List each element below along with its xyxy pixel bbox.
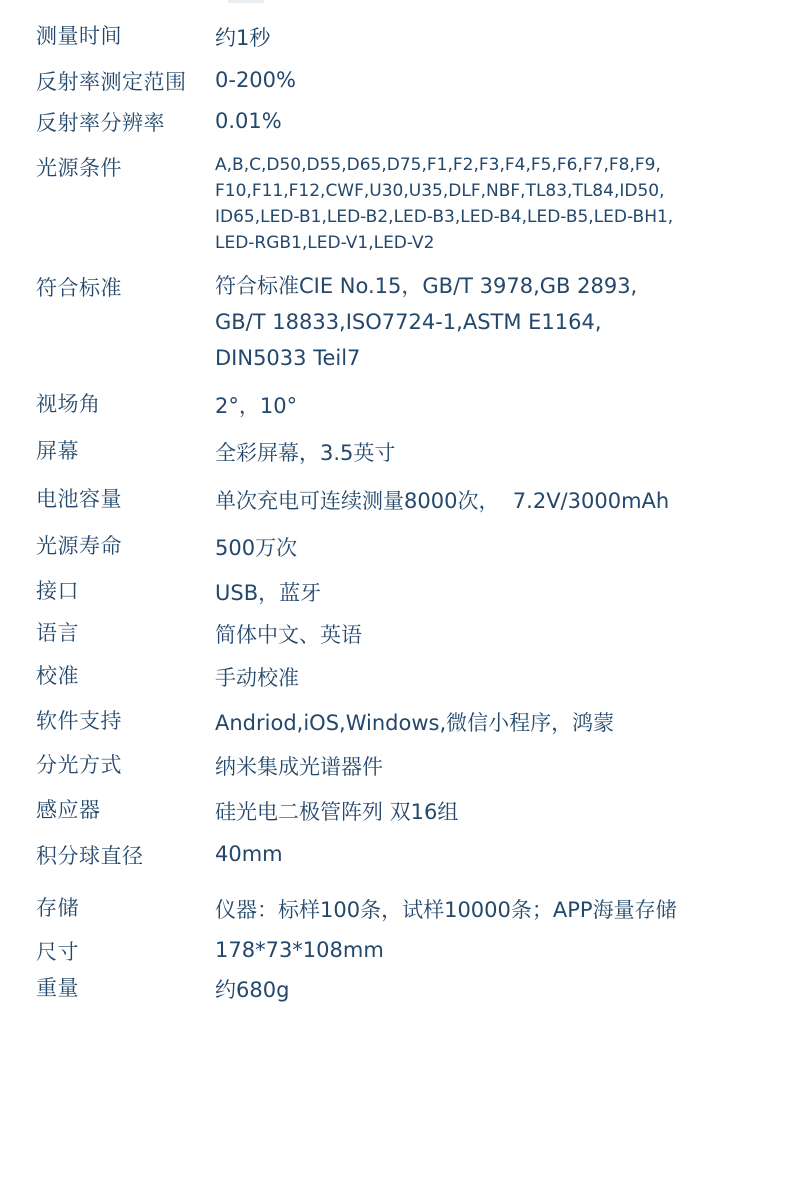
- spec-value: 全彩屏幕，3.5英寸: [215, 441, 396, 465]
- spec-value-line: ID65,LED-B1,LED-B2,LED-B3,LED-B4,LED-B5,LED-BH1,: [215, 207, 674, 227]
- spec-value: USB，蓝牙: [215, 581, 322, 605]
- spec-value-line: F10,F11,F12,CWF,U30,U35,DLF,NBF,TL83,TL84,ID50,: [215, 181, 665, 201]
- spec-label: 视场角: [36, 392, 101, 416]
- spec-value: 仪器：标样100条，试样10000条；APP海量存储: [215, 898, 677, 922]
- spec-label: 语言: [36, 621, 79, 645]
- spec-label: 尺寸: [36, 940, 79, 964]
- spec-value: 手动校准: [215, 666, 299, 690]
- spec-label: 重量: [36, 976, 79, 1000]
- spec-value: 单次充电可连续测量8000次， 7.2V/3000mAh: [215, 489, 670, 513]
- spec-label: 分光方式: [36, 753, 122, 777]
- spec-value: 约680g: [215, 978, 290, 1002]
- spec-value: 硅光电二极管阵列 双16组: [215, 800, 459, 824]
- spec-value: 纳米集成光谱器件: [215, 755, 383, 779]
- spec-label: 感应器: [36, 798, 101, 822]
- spec-value-line: GB/T 18833,ISO7724-1,ASTM E1164,: [215, 310, 602, 334]
- spec-value: [215, 268, 637, 376]
- spec-value: 简体中文、英语: [215, 623, 362, 647]
- spec-value-line: LED-RGB1,LED-V1,LED-V2: [215, 233, 435, 253]
- spec-value: 178*73*108mm: [215, 938, 384, 962]
- spec-value: 0-200%: [215, 68, 296, 92]
- spec-label: 光源条件: [36, 156, 122, 180]
- spec-label: 测量时间: [36, 24, 122, 48]
- spec-label: 光源寿命: [36, 534, 122, 558]
- spec-value: 500万次: [215, 536, 298, 560]
- spec-value: 约1秒: [215, 26, 271, 50]
- spec-value-line: DIN5033 Teil7: [215, 346, 361, 370]
- spec-value: Andriod,iOS,Windows,微信小程序，鸿蒙: [215, 711, 615, 735]
- spec-label: 屏幕: [36, 439, 79, 463]
- spec-label: 校准: [36, 664, 79, 688]
- spec-label: 接口: [36, 579, 79, 603]
- spec-label: 积分球直径: [36, 844, 144, 868]
- spec-value: 40mm: [215, 842, 283, 866]
- spec-label: 电池容量: [36, 487, 122, 511]
- spec-label: 反射率测定范围: [36, 70, 187, 94]
- spec-label: 反射率分辨率: [36, 111, 165, 135]
- spec-value-line: 符合标准CIE No.15，GB/T 3978,GB 2893,: [215, 274, 638, 298]
- spec-label: 符合标准: [36, 276, 122, 300]
- spec-value: 2°，10°: [215, 394, 298, 418]
- spec-value: 0.01%: [215, 109, 282, 133]
- spec-label: 软件支持: [36, 709, 122, 733]
- spec-label: 存储: [36, 896, 79, 920]
- spec-value-line: A,B,C,D50,D55,D65,D75,F1,F2,F3,F4,F5,F6,F7,F8,F9,: [215, 155, 661, 175]
- cut-off-text-fragment: [228, 0, 264, 3]
- spec-value: [215, 152, 673, 256]
